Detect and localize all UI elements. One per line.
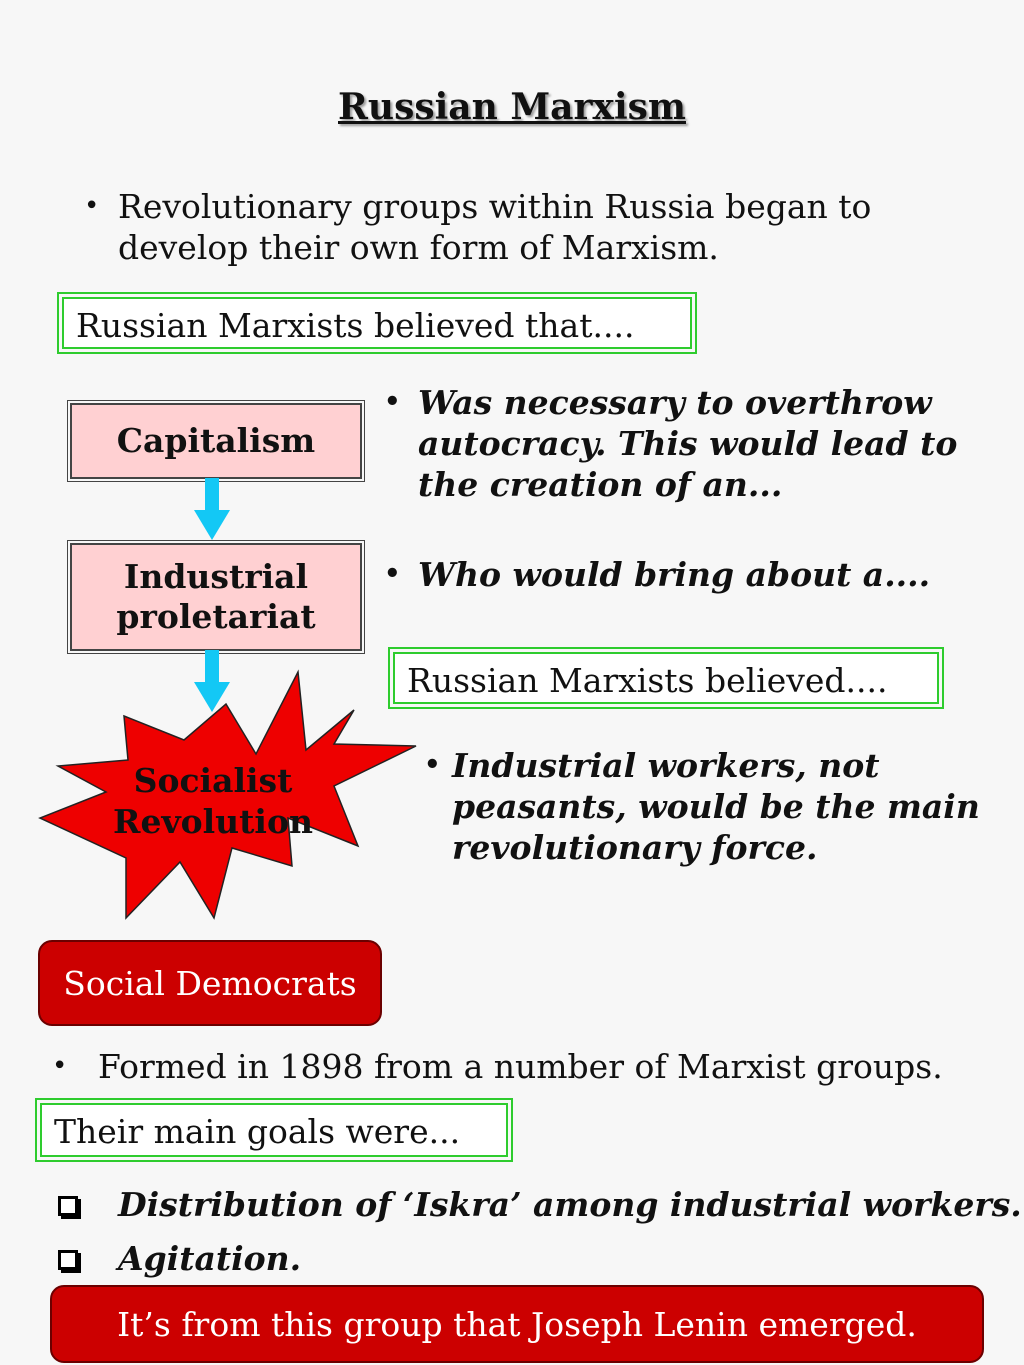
checkbox-icon [58,1196,78,1216]
believed-label: Russian Marxists believed.... [407,661,888,700]
believed-that-box [62,297,692,349]
right-bullet-1 [384,382,984,505]
checkbox-icon [58,1250,78,1270]
bullet-dot: • [84,191,100,221]
revolution-label: Socialist Revolution [113,761,313,841]
intro-bullet [84,186,984,268]
right-bullet-3-text: Industrial workers, not peasants, would be the main revolutionary force. [452,746,980,867]
proletariat-label: Industrial proletariat [116,557,316,636]
goal-item: Distribution of ‘Iskra’ among industrial workers. [118,1185,1022,1224]
intro-bullet-text: Revolutionary groups within Russia began to develop their own form of Marxism. [118,187,872,267]
footer-banner [50,1285,984,1363]
goal-item: Agitation. [118,1239,302,1278]
down-arrow-icon [190,478,234,544]
goals-box [40,1103,508,1157]
right-bullet-2 [384,554,984,595]
social-democrats-banner [38,940,382,1026]
footer-banner-text: It’s from this group that Joseph Lenin emerged. [117,1304,917,1344]
bullet-dot: • [424,750,441,780]
right-bullet-1-text: Was necessary to overthrow autocracy. This would lead to the creation of an... [418,383,958,504]
bullet-dot: • [384,559,401,589]
proletariat-box [70,543,362,651]
formed-text: Formed in 1898 from a number of Marxist groups. [98,1047,943,1086]
capitalism-label: Capitalism [116,421,316,460]
bullet-dot: • [52,1051,68,1081]
social-democrats-label: Social Democrats [63,963,357,1003]
goals-box-label: Their main goals were... [54,1112,461,1151]
page-title: Russian Marxism [338,86,686,128]
believed-box [393,652,939,704]
capitalism-box [70,403,362,479]
bullet-dot: • [384,387,401,417]
right-bullet-3 [424,745,1004,868]
believed-that-label: Russian Marxists believed that.... [76,306,635,345]
right-bullet-2-text: Who would bring about a.... [418,555,931,594]
formed-bullet [52,1046,1022,1087]
